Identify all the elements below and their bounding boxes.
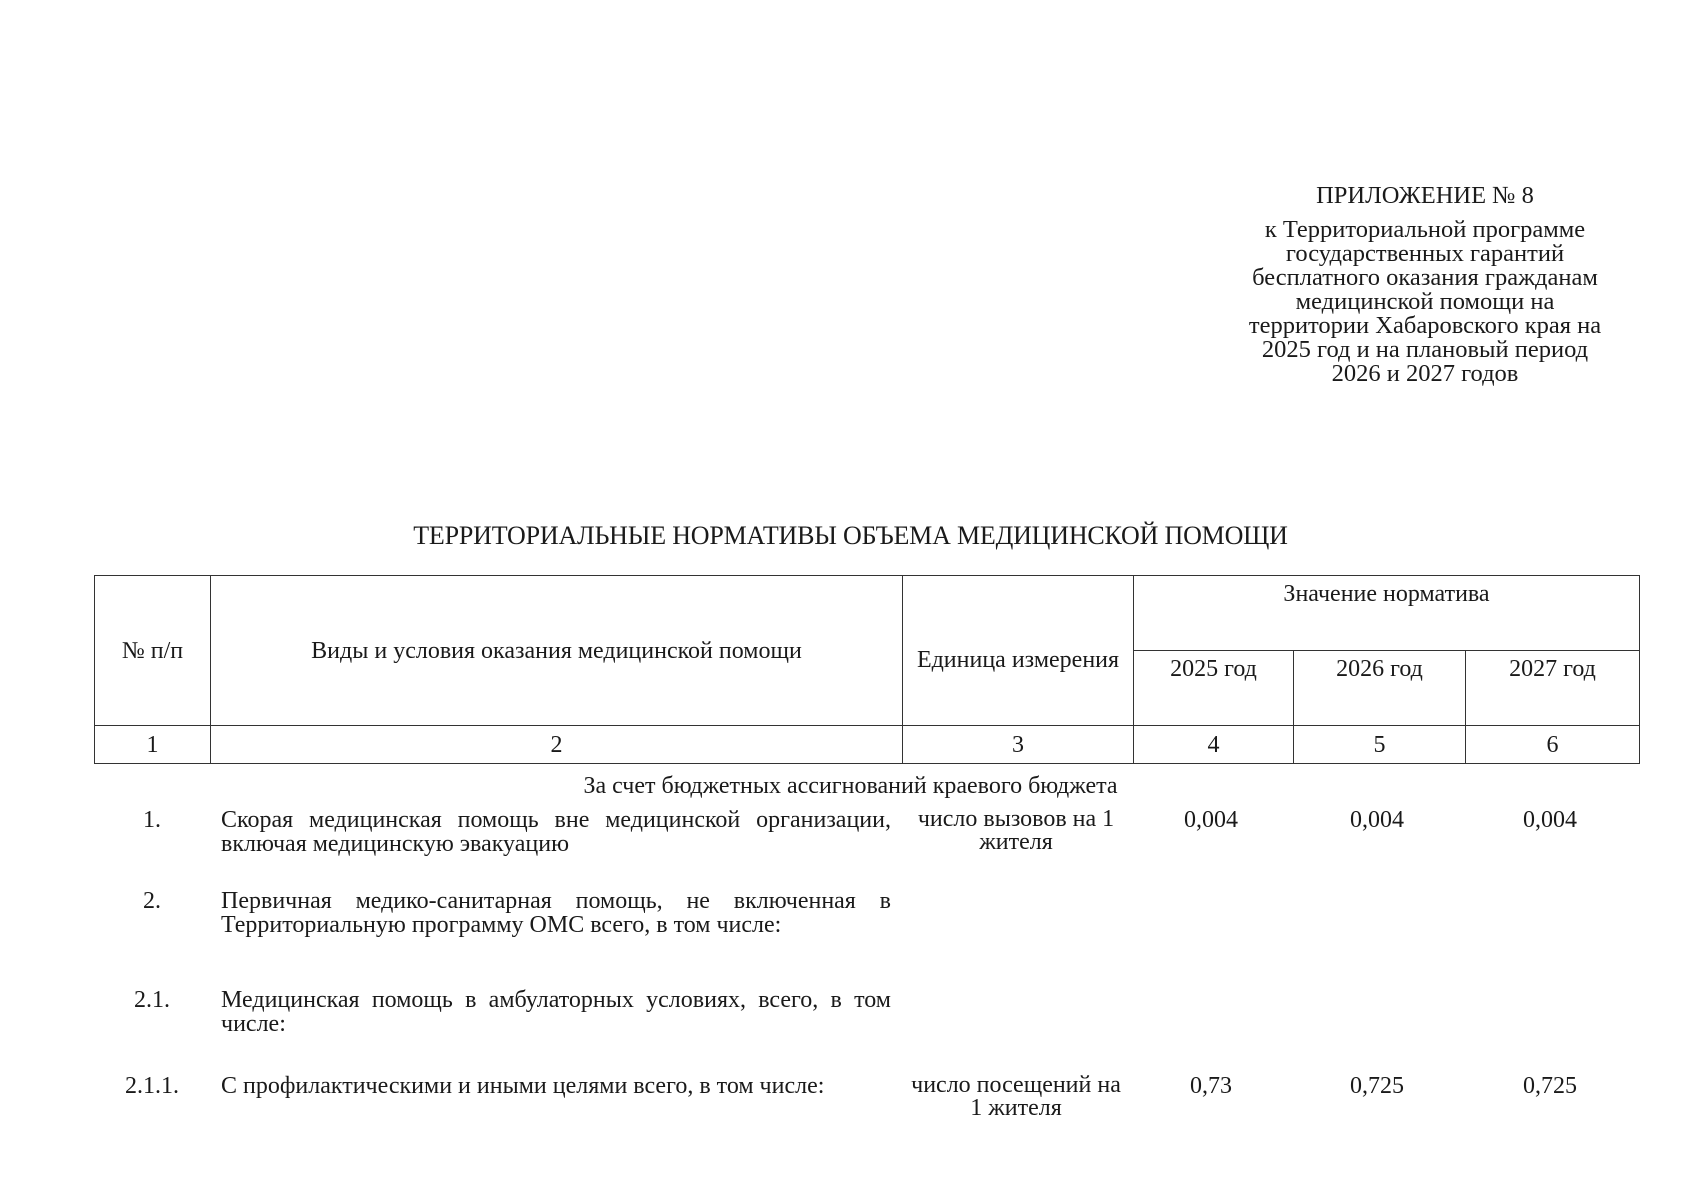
row-value-2027: 0,004 [1523,807,1577,833]
row-value-2025: 0,73 [1190,1073,1232,1099]
row-number: 2.1.1. [125,1073,179,1099]
header-number: № п/п [95,576,211,726]
header-year-2025: 2025 год [1134,651,1294,726]
row-description: Скорая медицинская помощь вне медицинской организации, включая медицинскую эвакуацию [221,807,891,857]
appendix-line: 2026 и 2027 годов [1331,360,1519,387]
row-description: Медицинская помощь в амбулаторных условиях, всего, в том числе: [221,987,891,1037]
row-description: Первичная медико-санитарная помощь, не включенная в Территориальную программу ОМС всего, в том числе: [221,888,891,938]
appendix-line: 2025 год и на плановый период [1261,336,1589,363]
header-unit: Единица измерения [903,576,1134,726]
document-title: ТЕРРИТОРИАЛЬНЫЕ НОРМАТИВЫ ОБЪЕМА МЕДИЦИНСКОЙ ПОМОЩИ [413,521,1288,550]
row-value-2026: 0,725 [1350,1073,1404,1099]
row-value-2026: 0,004 [1350,807,1404,833]
section-title: За счет бюджетных ассигнований краевого бюджета [583,773,1118,799]
column-index: 3 [903,726,1134,764]
row-value-2025: 0,004 [1184,807,1238,833]
column-index: 5 [1294,726,1466,764]
column-index: 2 [211,726,903,764]
appendix-line: к Территориальной программе [1264,216,1586,243]
row-number: 2.1. [134,987,170,1013]
table-header [94,575,1640,764]
row-unit: число вызовов на 1 жителя [917,806,1115,855]
appendix-line: бесплатного оказания гражданам [1252,264,1598,291]
header-year-2027: 2027 год [1466,651,1640,726]
column-index: 4 [1134,726,1294,764]
row-value-2027: 0,725 [1523,1073,1577,1099]
row-number: 1. [143,807,161,833]
column-index: 6 [1466,726,1640,764]
header-types: Виды и условия оказания медицинской помощи [211,576,903,726]
appendix-block [1210,184,1640,386]
column-index: 1 [95,726,211,764]
header-value-group: Значение норматива [1134,576,1640,651]
header-year-2026: 2026 год [1294,651,1466,726]
row-description: С профилактическими и иными целями всего, в том числе: [221,1073,825,1099]
appendix-text [1210,218,1640,386]
appendix-line: территории Хабаровского края на [1248,312,1602,339]
row-unit: число посещений на 1 жителя [911,1072,1121,1121]
appendix-line: медицинской помощи на [1295,288,1555,315]
appendix-line: государственных гарантий [1285,240,1565,267]
row-number: 2. [143,888,161,914]
appendix-heading: ПРИЛОЖЕНИЕ № 8 [1316,182,1534,209]
